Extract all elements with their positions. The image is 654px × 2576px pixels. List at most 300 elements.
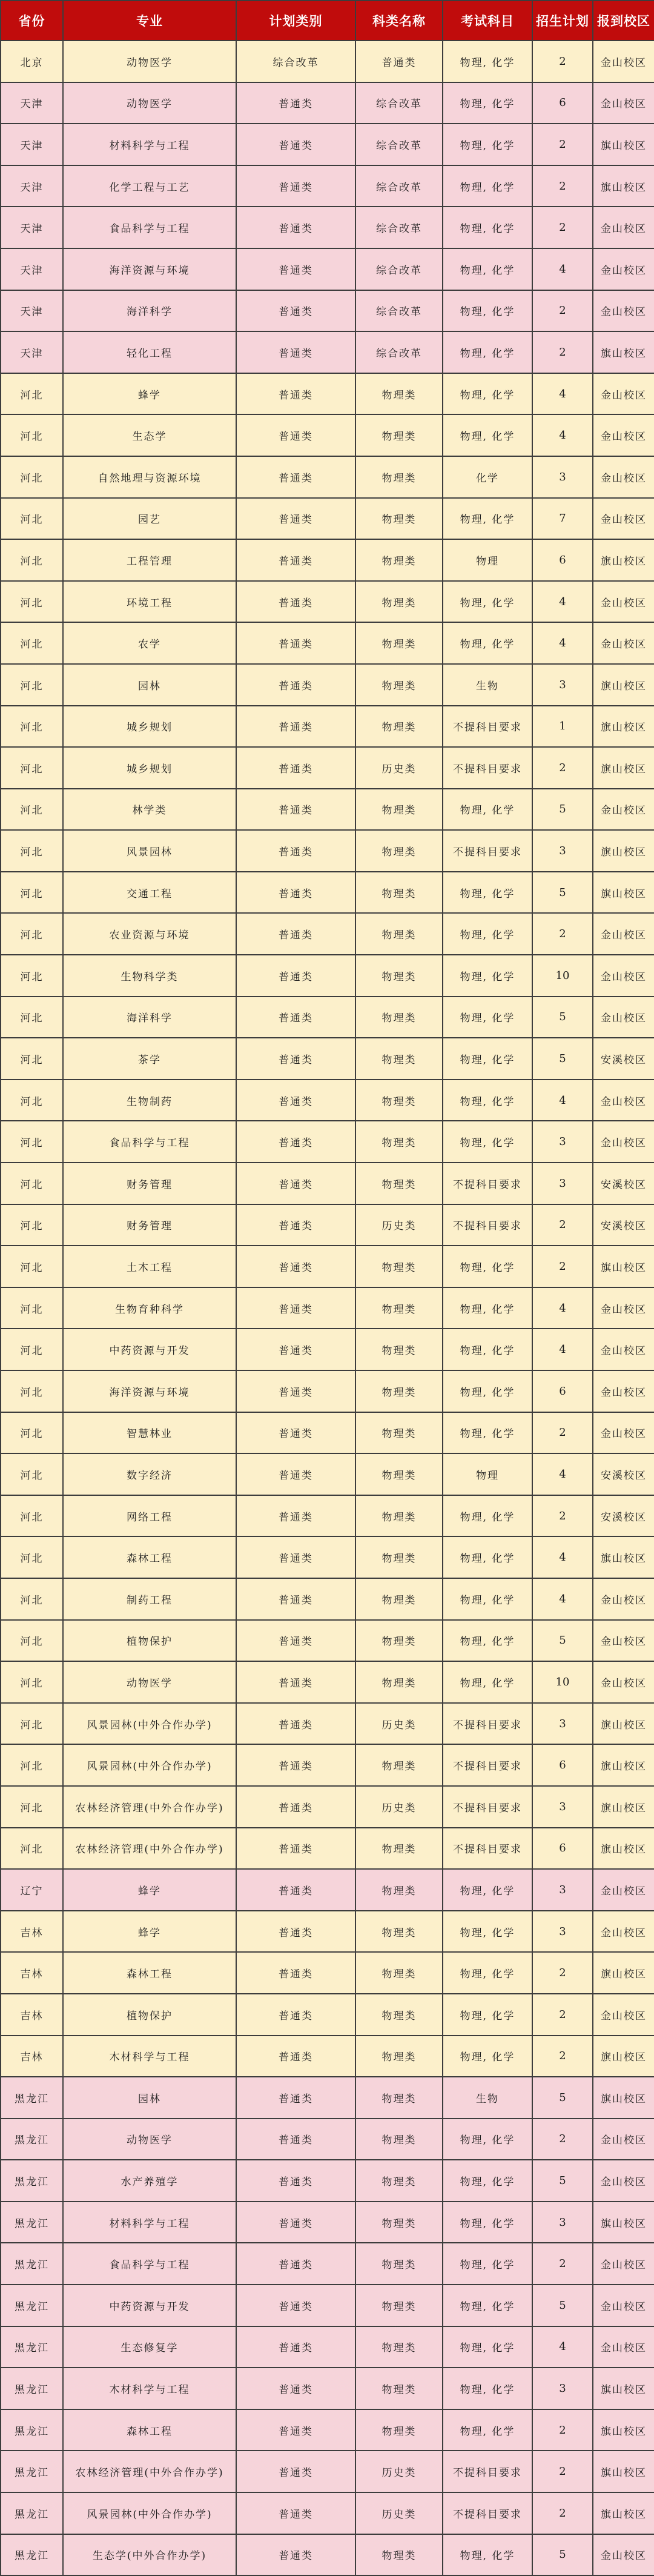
cell-exam_subjects: 物理, 化学	[443, 1246, 532, 1287]
cell-plan_type: 普通类	[236, 2492, 355, 2534]
cell-quota: 5	[532, 2077, 593, 2119]
cell-quota: 6	[532, 539, 593, 581]
cell-exam_subjects: 物理, 化学	[443, 1329, 532, 1370]
cell-campus: 金山校区	[593, 2243, 654, 2285]
cell-campus: 金山校区	[593, 1329, 654, 1370]
table-row	[1, 2243, 654, 2285]
table-row	[1, 207, 654, 248]
cell-exam_subjects: 不提科目要求	[443, 1786, 532, 1828]
cell-province: 河北	[1, 1578, 63, 1620]
cell-quota: 2	[532, 2243, 593, 2285]
cell-exam_subjects: 不提科目要求	[443, 830, 532, 872]
cell-plan_type: 普通类	[236, 1412, 355, 1454]
cell-major: 园林	[63, 2077, 236, 2119]
cell-plan_type: 普通类	[236, 664, 355, 706]
cell-subject_class: 物理类	[355, 456, 443, 498]
cell-province: 黑龙江	[1, 2326, 63, 2368]
cell-province: 黑龙江	[1, 2077, 63, 2119]
cell-exam_subjects: 不提科目要求	[443, 706, 532, 748]
cell-plan_type: 普通类	[236, 1163, 355, 1204]
cell-exam_subjects: 物理, 化学	[443, 955, 532, 997]
cell-campus: 旗山校区	[593, 1536, 654, 1578]
cell-exam_subjects: 不提科目要求	[443, 2451, 532, 2492]
cell-plan_type: 普通类	[236, 456, 355, 498]
cell-subject_class: 物理类	[355, 1578, 443, 1620]
cell-campus: 旗山校区	[593, 124, 654, 165]
cell-quota: 6	[532, 1744, 593, 1786]
cell-major: 园艺	[63, 498, 236, 540]
cell-province: 河北	[1, 872, 63, 914]
cell-major: 风景园林(中外合作办学)	[63, 1703, 236, 1745]
cell-quota: 4	[532, 581, 593, 623]
cell-quota: 2	[532, 913, 593, 955]
cell-campus: 旗山校区	[593, 872, 654, 914]
cell-quota: 2	[532, 290, 593, 332]
cell-major: 土木工程	[63, 1246, 236, 1287]
cell-campus: 金山校区	[593, 1121, 654, 1163]
cell-province: 河北	[1, 414, 63, 456]
cell-subject_class: 物理类	[355, 1661, 443, 1703]
cell-province: 河北	[1, 1453, 63, 1495]
table-row	[1, 248, 654, 290]
cell-major: 农业资源与环境	[63, 913, 236, 955]
cell-major: 中药资源与开发	[63, 1329, 236, 1370]
cell-subject_class: 历史类	[355, 1703, 443, 1745]
cell-plan_type: 普通类	[236, 1786, 355, 1828]
cell-major: 农学	[63, 622, 236, 664]
cell-major: 园林	[63, 664, 236, 706]
cell-subject_class: 物理类	[355, 1329, 443, 1370]
cell-major: 茶学	[63, 1038, 236, 1080]
cell-quota: 6	[532, 1370, 593, 1412]
cell-province: 黑龙江	[1, 2202, 63, 2243]
cell-plan_type: 普通类	[236, 1952, 355, 1994]
cell-subject_class: 物理类	[355, 2077, 443, 2119]
cell-subject_class: 物理类	[355, 1869, 443, 1911]
cell-subject_class: 物理类	[355, 1246, 443, 1287]
cell-subject_class: 物理类	[355, 1453, 443, 1495]
cell-subject_class: 物理类	[355, 1911, 443, 1953]
cell-plan_type: 普通类	[236, 1080, 355, 1121]
cell-campus: 金山校区	[593, 2326, 654, 2368]
cell-province: 河北	[1, 747, 63, 789]
table-row	[1, 41, 654, 82]
cell-quota: 2	[532, 1495, 593, 1537]
cell-major: 城乡规划	[63, 706, 236, 748]
cell-plan_type: 普通类	[236, 2243, 355, 2285]
cell-campus: 金山校区	[593, 456, 654, 498]
cell-major: 海洋资源与环境	[63, 248, 236, 290]
cell-subject_class: 物理类	[355, 913, 443, 955]
cell-campus: 金山校区	[593, 2160, 654, 2202]
header-row	[1, 1, 654, 41]
table-row	[1, 1163, 654, 1204]
cell-plan_type: 普通类	[236, 1869, 355, 1911]
cell-plan_type: 普通类	[236, 1204, 355, 1246]
cell-exam_subjects: 物理, 化学	[443, 1080, 532, 1121]
cell-plan_type: 普通类	[236, 1495, 355, 1537]
cell-campus: 旗山校区	[593, 331, 654, 373]
cell-quota: 2	[532, 124, 593, 165]
cell-subject_class: 物理类	[355, 581, 443, 623]
cell-province: 黑龙江	[1, 2160, 63, 2202]
cell-subject_class: 物理类	[355, 373, 443, 415]
cell-plan_type: 普通类	[236, 539, 355, 581]
cell-exam_subjects: 物理, 化学	[443, 2036, 532, 2077]
cell-campus: 金山校区	[593, 1578, 654, 1620]
cell-quota: 2	[532, 41, 593, 82]
cell-quota: 2	[532, 747, 593, 789]
cell-province: 黑龙江	[1, 2409, 63, 2451]
cell-major: 风景园林(中外合作办学)	[63, 1744, 236, 1786]
cell-major: 海洋科学	[63, 997, 236, 1038]
cell-major: 智慧林业	[63, 1412, 236, 1454]
cell-plan_type: 普通类	[236, 1703, 355, 1745]
cell-plan_type: 普通类	[236, 872, 355, 914]
cell-province: 河北	[1, 1080, 63, 1121]
cell-province: 河北	[1, 1828, 63, 1870]
cell-province: 黑龙江	[1, 2451, 63, 2492]
cell-quota: 6	[532, 1828, 593, 1870]
cell-campus: 旗山校区	[593, 1952, 654, 1994]
cell-campus: 金山校区	[593, 1869, 654, 1911]
cell-exam_subjects: 物理, 化学	[443, 2243, 532, 2285]
cell-campus: 金山校区	[593, 2285, 654, 2326]
cell-campus: 旗山校区	[593, 2492, 654, 2534]
table-row	[1, 1786, 654, 1828]
cell-major: 海洋科学	[63, 290, 236, 332]
cell-exam_subjects: 物理, 化学	[443, 248, 532, 290]
cell-plan_type: 普通类	[236, 414, 355, 456]
cell-major: 生物育种科学	[63, 1287, 236, 1329]
cell-subject_class: 物理类	[355, 789, 443, 831]
table-row	[1, 165, 654, 207]
cell-subject_class: 普通类	[355, 41, 443, 82]
cell-exam_subjects: 物理, 化学	[443, 498, 532, 540]
cell-major: 风景园林	[63, 830, 236, 872]
cell-major: 木材科学与工程	[63, 2036, 236, 2077]
cell-campus: 旗山校区	[593, 1703, 654, 1745]
cell-major: 农林经济管理(中外合作办学)	[63, 1786, 236, 1828]
cell-exam_subjects: 物理, 化学	[443, 165, 532, 207]
cell-exam_subjects: 物理, 化学	[443, 1038, 532, 1080]
cell-subject_class: 历史类	[355, 1786, 443, 1828]
cell-exam_subjects: 不提科目要求	[443, 1163, 532, 1204]
cell-exam_subjects: 物理	[443, 539, 532, 581]
cell-campus: 金山校区	[593, 207, 654, 248]
cell-exam_subjects: 物理, 化学	[443, 2326, 532, 2368]
header-cell-plan_type: 计划类别	[236, 1, 355, 41]
cell-campus: 金山校区	[593, 290, 654, 332]
cell-province: 河北	[1, 1495, 63, 1537]
cell-campus: 金山校区	[593, 373, 654, 415]
cell-plan_type: 普通类	[236, 2326, 355, 2368]
cell-subject_class: 物理类	[355, 2326, 443, 2368]
cell-province: 河北	[1, 373, 63, 415]
cell-subject_class: 物理类	[355, 1370, 443, 1412]
cell-campus: 旗山校区	[593, 2368, 654, 2409]
table-row	[1, 539, 654, 581]
cell-major: 水产养殖学	[63, 2160, 236, 2202]
cell-quota: 3	[532, 2368, 593, 2409]
cell-plan_type: 普通类	[236, 1038, 355, 1080]
cell-quota: 2	[532, 331, 593, 373]
cell-province: 河北	[1, 913, 63, 955]
cell-plan_type: 普通类	[236, 331, 355, 373]
cell-province: 吉林	[1, 1911, 63, 1953]
cell-plan_type: 普通类	[236, 2285, 355, 2326]
table-row	[1, 1994, 654, 2036]
table-row	[1, 872, 654, 914]
cell-province: 河北	[1, 830, 63, 872]
cell-exam_subjects: 化学	[443, 456, 532, 498]
cell-campus: 金山校区	[593, 414, 654, 456]
cell-province: 河北	[1, 1536, 63, 1578]
table-row	[1, 1453, 654, 1495]
cell-exam_subjects: 物理, 化学	[443, 1578, 532, 1620]
cell-quota: 5	[532, 1038, 593, 1080]
cell-major: 森林工程	[63, 1536, 236, 1578]
cell-quota: 3	[532, 456, 593, 498]
cell-campus: 旗山校区	[593, 2409, 654, 2451]
table-row	[1, 2368, 654, 2409]
cell-subject_class: 综合改革	[355, 290, 443, 332]
cell-major: 木材科学与工程	[63, 2368, 236, 2409]
cell-major: 环境工程	[63, 581, 236, 623]
cell-plan_type: 普通类	[236, 2119, 355, 2160]
cell-province: 河北	[1, 1329, 63, 1370]
cell-province: 吉林	[1, 1994, 63, 2036]
cell-quota: 3	[532, 664, 593, 706]
header-cell-major: 专业	[63, 1, 236, 41]
cell-plan_type: 普通类	[236, 1578, 355, 1620]
cell-major: 蜂学	[63, 373, 236, 415]
cell-exam_subjects: 物理, 化学	[443, 1994, 532, 2036]
cell-quota: 2	[532, 1994, 593, 2036]
cell-campus: 金山校区	[593, 1911, 654, 1953]
cell-province: 河北	[1, 789, 63, 831]
cell-campus: 金山校区	[593, 2534, 654, 2576]
table-row	[1, 2326, 654, 2368]
cell-plan_type: 普通类	[236, 1536, 355, 1578]
cell-province: 河北	[1, 664, 63, 706]
cell-major: 材料科学与工程	[63, 2202, 236, 2243]
cell-subject_class: 历史类	[355, 747, 443, 789]
cell-province: 黑龙江	[1, 2243, 63, 2285]
cell-exam_subjects: 物理, 化学	[443, 1952, 532, 1994]
cell-campus: 旗山校区	[593, 2036, 654, 2077]
cell-quota: 5	[532, 1620, 593, 1662]
cell-plan_type: 普通类	[236, 2036, 355, 2077]
cell-province: 河北	[1, 1661, 63, 1703]
cell-major: 自然地理与资源环境	[63, 456, 236, 498]
cell-plan_type: 普通类	[236, 581, 355, 623]
table-row	[1, 1578, 654, 1620]
table-row	[1, 2534, 654, 2576]
cell-campus: 金山校区	[593, 913, 654, 955]
cell-plan_type: 普通类	[236, 1246, 355, 1287]
cell-quota: 3	[532, 1869, 593, 1911]
table-row	[1, 1080, 654, 1121]
cell-subject_class: 物理类	[355, 1495, 443, 1537]
cell-major: 林学类	[63, 789, 236, 831]
cell-exam_subjects: 物理, 化学	[443, 1495, 532, 1537]
cell-campus: 金山校区	[593, 1412, 654, 1454]
table-row	[1, 1952, 654, 1994]
cell-quota: 5	[532, 872, 593, 914]
cell-province: 吉林	[1, 2036, 63, 2077]
cell-campus: 金山校区	[593, 41, 654, 82]
cell-province: 河北	[1, 1370, 63, 1412]
cell-exam_subjects: 物理, 化学	[443, 207, 532, 248]
cell-quota: 4	[532, 1287, 593, 1329]
cell-subject_class: 综合改革	[355, 207, 443, 248]
cell-plan_type: 普通类	[236, 913, 355, 955]
cell-quota: 5	[532, 2534, 593, 2576]
cell-plan_type: 普通类	[236, 2160, 355, 2202]
cell-quota: 6	[532, 82, 593, 124]
cell-quota: 5	[532, 2160, 593, 2202]
cell-quota: 4	[532, 1329, 593, 1370]
cell-subject_class: 综合改革	[355, 331, 443, 373]
cell-campus: 金山校区	[593, 2119, 654, 2160]
cell-campus: 旗山校区	[593, 1744, 654, 1786]
table-row	[1, 1121, 654, 1163]
table-row	[1, 2036, 654, 2077]
cell-plan_type: 普通类	[236, 207, 355, 248]
cell-plan_type: 普通类	[236, 622, 355, 664]
cell-subject_class: 物理类	[355, 955, 443, 997]
cell-plan_type: 普通类	[236, 1121, 355, 1163]
cell-plan_type: 普通类	[236, 747, 355, 789]
cell-major: 材料科学与工程	[63, 124, 236, 165]
cell-province: 黑龙江	[1, 2368, 63, 2409]
cell-campus: 旗山校区	[593, 2451, 654, 2492]
table-row	[1, 1744, 654, 1786]
cell-campus: 金山校区	[593, 248, 654, 290]
cell-quota: 4	[532, 414, 593, 456]
cell-exam_subjects: 物理, 化学	[443, 913, 532, 955]
table-row	[1, 2285, 654, 2326]
cell-subject_class: 物理类	[355, 997, 443, 1038]
cell-subject_class: 物理类	[355, 1620, 443, 1662]
cell-exam_subjects: 不提科目要求	[443, 747, 532, 789]
cell-province: 河北	[1, 1038, 63, 1080]
cell-quota: 4	[532, 2326, 593, 2368]
table-row	[1, 789, 654, 831]
cell-province: 天津	[1, 165, 63, 207]
cell-subject_class: 综合改革	[355, 124, 443, 165]
cell-major: 交通工程	[63, 872, 236, 914]
cell-plan_type: 普通类	[236, 830, 355, 872]
cell-quota: 2	[532, 1952, 593, 1994]
cell-quota: 4	[532, 373, 593, 415]
cell-province: 天津	[1, 207, 63, 248]
cell-province: 河北	[1, 955, 63, 997]
table-row	[1, 706, 654, 748]
cell-quota: 3	[532, 1163, 593, 1204]
cell-plan_type: 普通类	[236, 1911, 355, 1953]
cell-subject_class: 综合改革	[355, 165, 443, 207]
table-row	[1, 830, 654, 872]
cell-subject_class: 物理类	[355, 664, 443, 706]
cell-campus: 金山校区	[593, 581, 654, 623]
cell-major: 生态学	[63, 414, 236, 456]
cell-plan_type: 普通类	[236, 2202, 355, 2243]
cell-exam_subjects: 物理, 化学	[443, 872, 532, 914]
cell-major: 生态修复学	[63, 2326, 236, 2368]
cell-subject_class: 物理类	[355, 539, 443, 581]
cell-province: 河北	[1, 1287, 63, 1329]
cell-quota: 2	[532, 2409, 593, 2451]
cell-campus: 安溪校区	[593, 1495, 654, 1537]
cell-subject_class: 历史类	[355, 1204, 443, 1246]
cell-campus: 金山校区	[593, 997, 654, 1038]
cell-plan_type: 普通类	[236, 290, 355, 332]
cell-plan_type: 普通类	[236, 2451, 355, 2492]
table-row	[1, 373, 654, 415]
cell-subject_class: 物理类	[355, 414, 443, 456]
cell-campus: 金山校区	[593, 1080, 654, 1121]
cell-exam_subjects: 不提科目要求	[443, 2492, 532, 2534]
cell-major: 动物医学	[63, 82, 236, 124]
cell-subject_class: 物理类	[355, 2285, 443, 2326]
cell-plan_type: 普通类	[236, 498, 355, 540]
cell-major: 森林工程	[63, 2409, 236, 2451]
cell-major: 蜂学	[63, 1911, 236, 1953]
cell-major: 农林经济管理(中外合作办学)	[63, 1828, 236, 1870]
cell-exam_subjects: 物理, 化学	[443, 290, 532, 332]
cell-exam_subjects: 不提科目要求	[443, 1703, 532, 1745]
cell-province: 河北	[1, 581, 63, 623]
header-cell-campus: 报到校区	[593, 1, 654, 41]
cell-exam_subjects: 生物	[443, 664, 532, 706]
cell-subject_class: 物理类	[355, 2409, 443, 2451]
cell-province: 天津	[1, 290, 63, 332]
cell-plan_type: 普通类	[236, 2409, 355, 2451]
table-row	[1, 2451, 654, 2492]
cell-subject_class: 物理类	[355, 2243, 443, 2285]
cell-campus: 旗山校区	[593, 1828, 654, 1870]
cell-quota: 4	[532, 248, 593, 290]
cell-campus: 金山校区	[593, 1620, 654, 1662]
table-row	[1, 664, 654, 706]
table-row	[1, 747, 654, 789]
cell-campus: 安溪校区	[593, 1204, 654, 1246]
table-row	[1, 2409, 654, 2451]
cell-campus: 安溪校区	[593, 1453, 654, 1495]
cell-quota: 3	[532, 1703, 593, 1745]
cell-quota: 5	[532, 2285, 593, 2326]
cell-plan_type: 普通类	[236, 82, 355, 124]
cell-exam_subjects: 物理, 化学	[443, 2368, 532, 2409]
cell-major: 生物科学类	[63, 955, 236, 997]
table-row	[1, 1204, 654, 1246]
cell-subject_class: 综合改革	[355, 248, 443, 290]
cell-subject_class: 物理类	[355, 830, 443, 872]
cell-province: 河北	[1, 456, 63, 498]
table-row	[1, 414, 654, 456]
cell-campus: 金山校区	[593, 1287, 654, 1329]
cell-quota: 7	[532, 498, 593, 540]
cell-subject_class: 物理类	[355, 498, 443, 540]
table-header	[1, 1, 654, 41]
cell-plan_type: 普通类	[236, 997, 355, 1038]
cell-subject_class: 物理类	[355, 1121, 443, 1163]
cell-major: 植物保护	[63, 1620, 236, 1662]
cell-province: 黑龙江	[1, 2119, 63, 2160]
cell-quota: 2	[532, 1204, 593, 1246]
